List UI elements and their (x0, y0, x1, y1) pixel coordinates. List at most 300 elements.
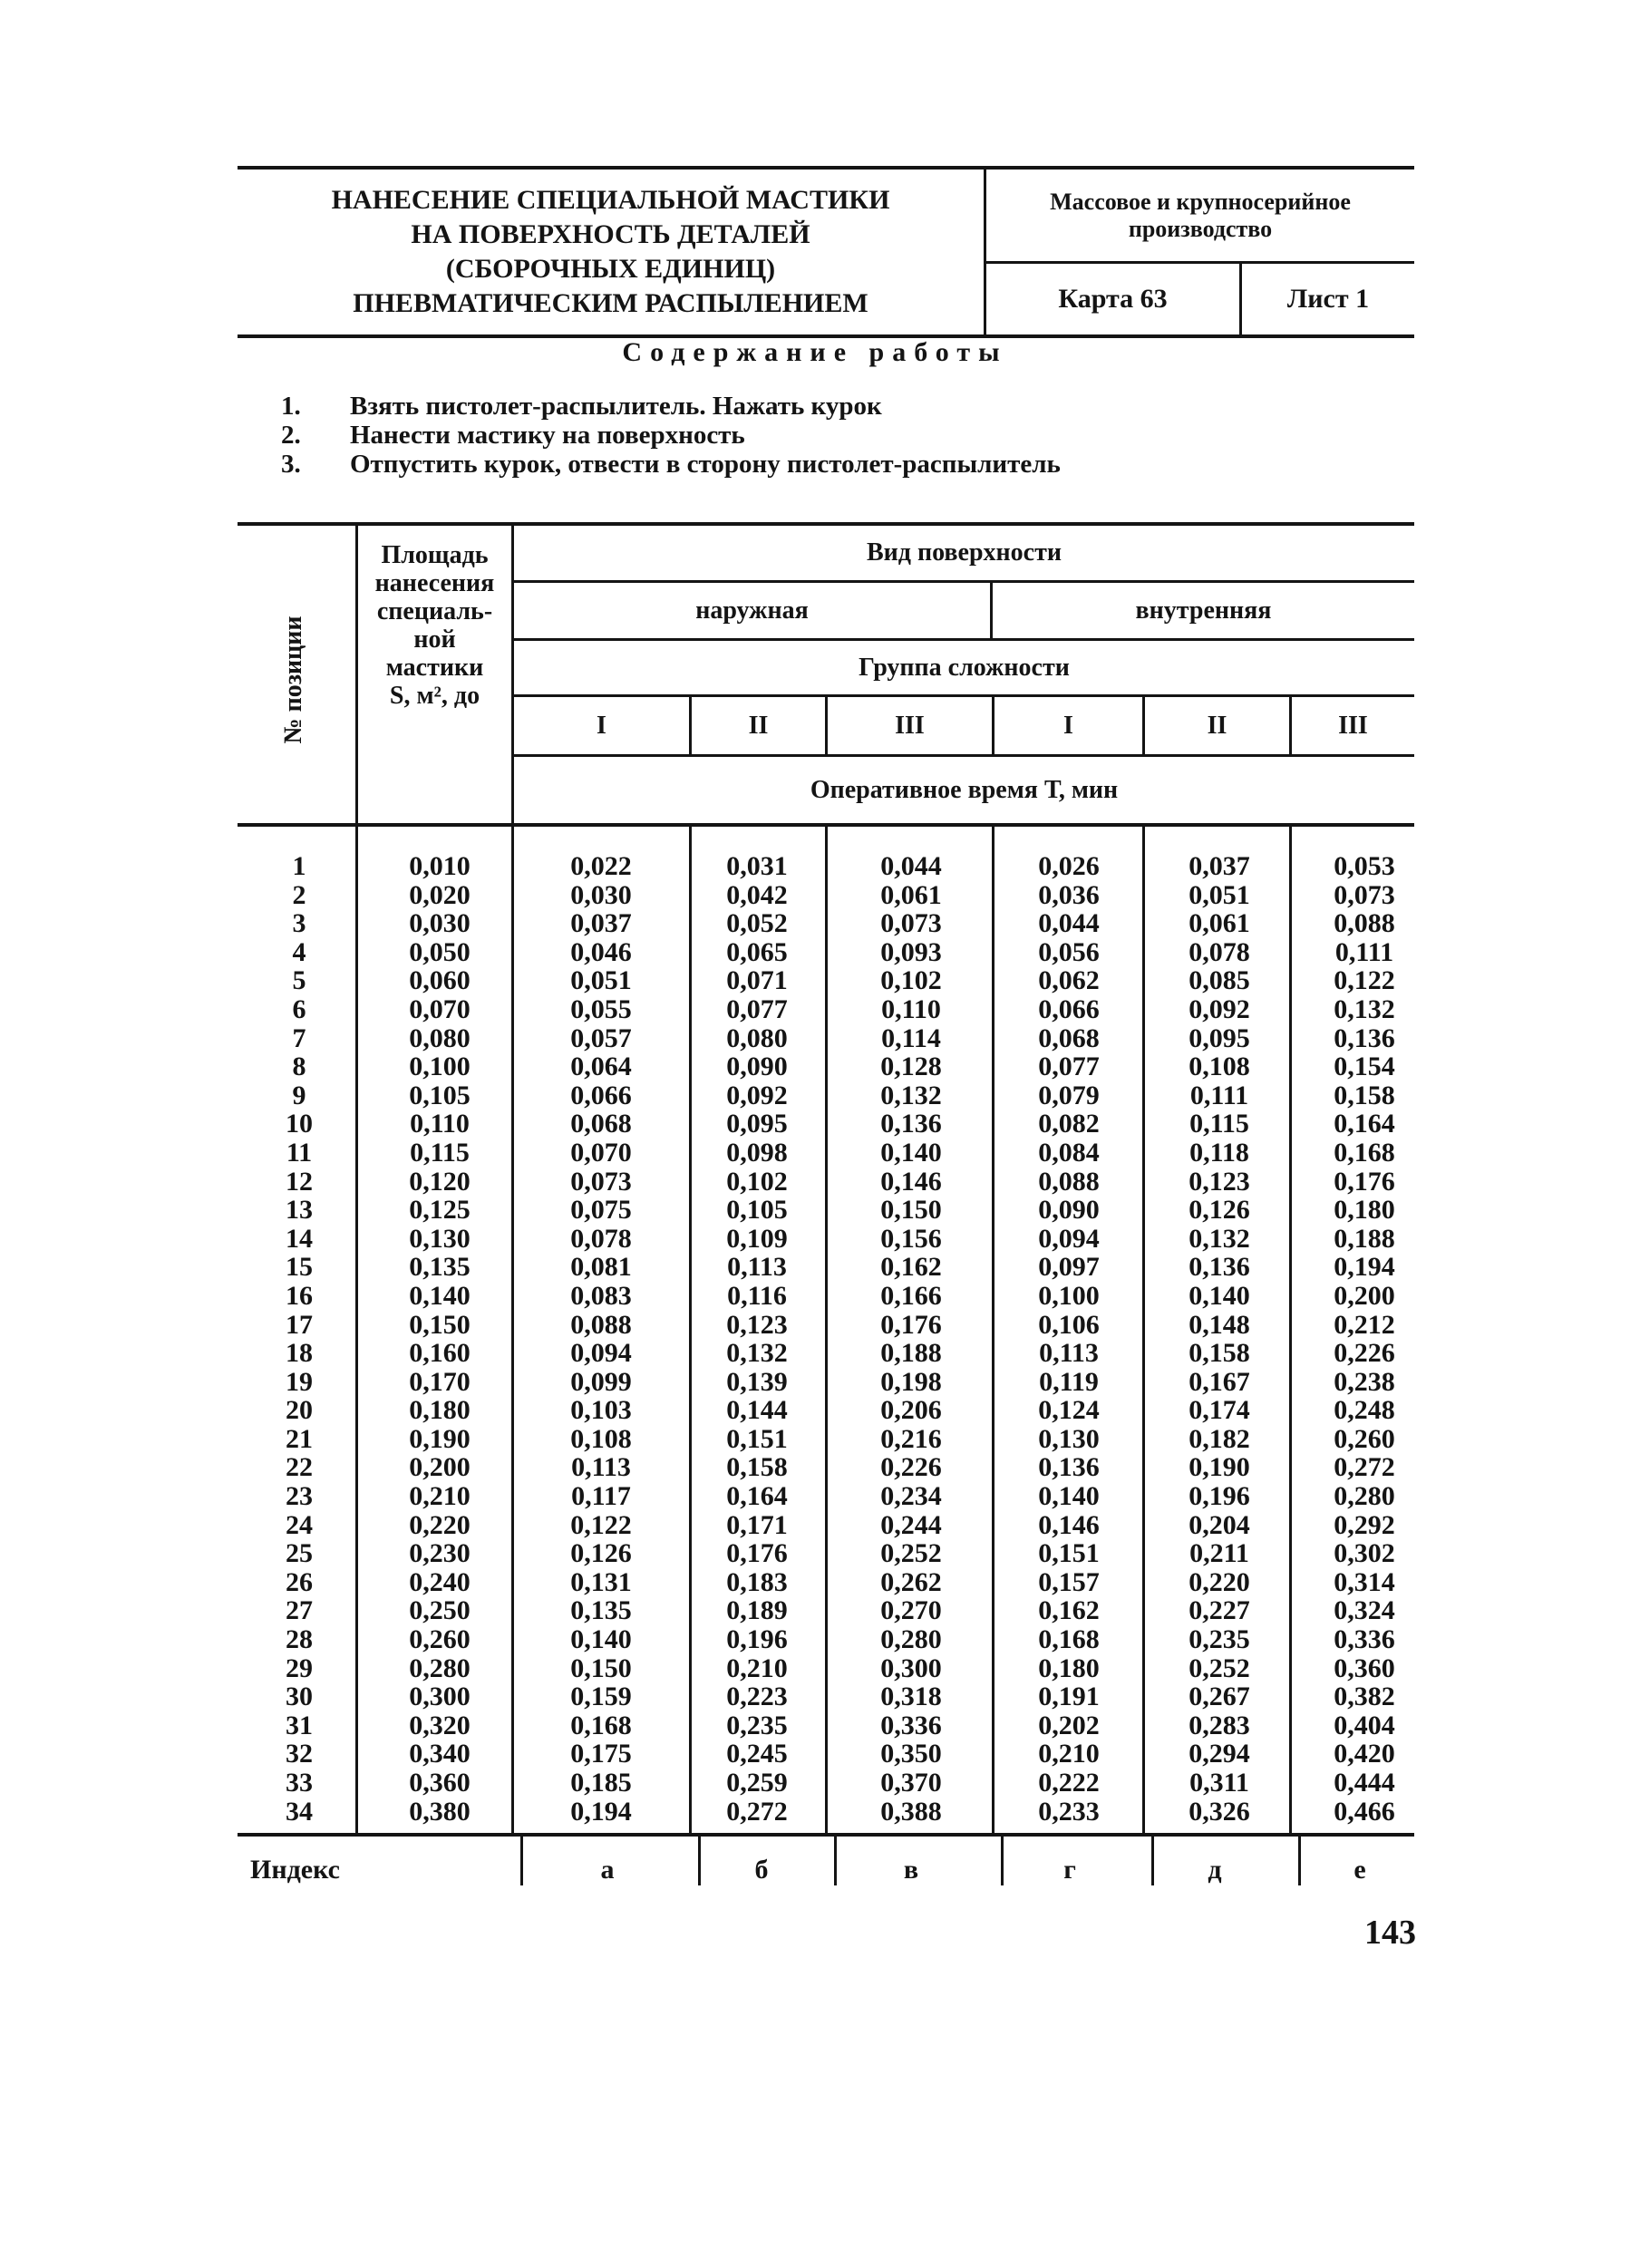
position-number: 8 (292, 1052, 306, 1082)
area-value: 0,180 (409, 1395, 471, 1426)
time-value: 0,234 (880, 1481, 942, 1512)
time-value: 0,167 (1189, 1366, 1250, 1397)
time-value: 0,057 (570, 1023, 632, 1053)
time-value: 0,123 (726, 1309, 788, 1340)
time-value: 0,102 (726, 1166, 788, 1197)
time-value: 0,189 (726, 1595, 788, 1626)
time-value: 0,042 (726, 879, 788, 910)
step-text: Взять пистолет-распылитель. Нажать курок (350, 392, 882, 421)
title-line: ПНЕВМАТИЧЕСКИМ РАСПЫЛЕНИЕМ (353, 288, 868, 318)
position-number: 15 (286, 1252, 313, 1283)
position-column-header (238, 535, 350, 825)
group-label: III (895, 711, 925, 740)
operative-time-header: Оперативное время Т, мин (810, 775, 1119, 804)
time-value: 0,044 (880, 851, 942, 881)
time-value: 0,280 (1334, 1481, 1395, 1512)
index-value: в (903, 1855, 919, 1885)
time-value: 0,185 (570, 1768, 632, 1798)
time-value: 0,071 (726, 965, 788, 996)
time-value: 0,111 (1334, 936, 1394, 967)
time-value: 0,159 (570, 1682, 632, 1712)
title-line: (СБОРОЧНЫХ ЕДИНИЦ) (445, 254, 776, 284)
area-value: 0,230 (409, 1538, 471, 1569)
document-title (332, 183, 890, 321)
time-value: 0,194 (570, 1796, 632, 1827)
time-value: 0,252 (880, 1538, 942, 1569)
position-number: 17 (286, 1309, 313, 1340)
time-value: 0,260 (1334, 1423, 1395, 1454)
time-value: 0,194 (1334, 1252, 1395, 1283)
time-value: 0,117 (571, 1481, 631, 1512)
area-header-line: S, м², до (389, 682, 480, 710)
time-value: 0,051 (1189, 879, 1250, 910)
area-value: 0,080 (409, 1023, 471, 1053)
time-value: 0,168 (1334, 1137, 1395, 1168)
time-value: 0,324 (1334, 1595, 1395, 1626)
time-value: 0,420 (1334, 1739, 1395, 1769)
time-value: 0,022 (570, 851, 632, 881)
time-value: 0,220 (1189, 1566, 1250, 1597)
area-header-line: Площадь (381, 541, 489, 569)
time-value: 0,088 (1334, 908, 1395, 939)
time-value: 0,052 (726, 908, 788, 939)
time-value: 0,139 (726, 1366, 788, 1397)
time-value: 0,146 (880, 1166, 942, 1197)
time-value: 0,111 (1189, 1080, 1249, 1110)
position-number: 10 (286, 1109, 313, 1139)
time-value: 0,073 (570, 1166, 632, 1197)
time-value: 0,233 (1038, 1796, 1100, 1827)
time-value: 0,190 (1189, 1452, 1250, 1483)
position-number: 32 (286, 1739, 313, 1769)
position-number: 28 (286, 1624, 313, 1655)
position-number: 21 (286, 1423, 313, 1454)
time-value: 0,168 (570, 1710, 632, 1740)
surface-type-header: Вид поверхности (867, 538, 1062, 567)
time-value: 0,216 (880, 1423, 942, 1454)
time-value: 0,302 (1334, 1538, 1395, 1569)
time-value: 0,124 (1038, 1395, 1100, 1426)
time-value: 0,176 (1334, 1166, 1395, 1197)
position-header-label: № позиции (279, 615, 307, 744)
area-value: 0,120 (409, 1166, 471, 1197)
time-value: 0,162 (1038, 1595, 1100, 1626)
time-value: 0,168 (1038, 1624, 1100, 1655)
step-text: Отпустить курок, отвести в сторону пистолет-распылитель (350, 450, 1061, 479)
area-value: 0,260 (409, 1624, 471, 1655)
position-number: 30 (286, 1682, 313, 1712)
time-value: 0,154 (1334, 1052, 1395, 1082)
step-number: 3. (281, 450, 301, 479)
time-value: 0,126 (570, 1538, 632, 1569)
time-value: 0,226 (880, 1452, 942, 1483)
time-value: 0,135 (570, 1595, 632, 1626)
area-value: 0,105 (409, 1080, 471, 1110)
time-value: 0,065 (726, 936, 788, 967)
area-value: 0,135 (409, 1252, 471, 1283)
time-value: 0,191 (1038, 1682, 1100, 1712)
time-value: 0,078 (1189, 936, 1250, 967)
area-value: 0,110 (410, 1109, 470, 1139)
group-label: I (1063, 711, 1073, 740)
time-value: 0,092 (726, 1080, 788, 1110)
area-value: 0,060 (409, 965, 471, 996)
time-value: 0,055 (570, 993, 632, 1024)
outer-surface-header: наружная (695, 596, 809, 625)
time-value: 0,132 (726, 1338, 788, 1369)
time-value: 0,073 (880, 908, 942, 939)
time-value: 0,188 (1334, 1223, 1395, 1254)
time-value: 0,083 (570, 1280, 632, 1311)
time-value: 0,140 (880, 1137, 942, 1168)
group-label: III (1338, 711, 1368, 740)
time-value: 0,164 (726, 1481, 788, 1512)
time-value: 0,182 (1189, 1423, 1250, 1454)
area-value: 0,050 (409, 936, 471, 967)
time-value: 0,082 (1038, 1109, 1100, 1139)
time-value: 0,066 (570, 1080, 632, 1110)
time-value: 0,080 (726, 1023, 788, 1053)
position-number: 29 (286, 1653, 313, 1683)
index-value: б (754, 1855, 769, 1885)
area-value: 0,160 (409, 1338, 471, 1369)
time-value: 0,136 (1038, 1452, 1100, 1483)
time-value: 0,106 (1038, 1309, 1100, 1340)
time-value: 0,136 (1334, 1023, 1395, 1053)
time-value: 0,115 (1189, 1109, 1249, 1139)
time-value: 0,131 (570, 1566, 632, 1597)
time-value: 0,176 (880, 1309, 942, 1340)
time-value: 0,053 (1334, 851, 1395, 881)
time-value: 0,174 (1189, 1395, 1250, 1426)
area-header-line: специаль- (376, 597, 493, 625)
table-rule (834, 1835, 837, 1885)
position-number: 34 (286, 1796, 313, 1827)
time-value: 0,099 (570, 1366, 632, 1397)
time-value: 0,227 (1189, 1595, 1250, 1626)
position-number: 13 (286, 1195, 313, 1226)
time-value: 0,252 (1189, 1653, 1250, 1683)
time-value: 0,196 (726, 1624, 788, 1655)
time-value: 0,122 (570, 1509, 632, 1540)
time-value: 0,183 (726, 1566, 788, 1597)
time-value: 0,110 (881, 993, 941, 1024)
time-value: 0,162 (880, 1252, 942, 1283)
index-row-label: Индекс (250, 1855, 340, 1885)
area-value: 0,220 (409, 1509, 471, 1540)
time-value: 0,336 (1334, 1624, 1395, 1655)
area-header-line: нанесения (374, 569, 495, 597)
area-value: 0,340 (409, 1739, 471, 1769)
time-value: 0,085 (1189, 965, 1250, 996)
position-number: 7 (292, 1023, 306, 1053)
time-value: 0,180 (1038, 1653, 1100, 1683)
card-number: Карта 63 (986, 264, 1242, 334)
production-line: Массовое и крупносерийное (1050, 188, 1351, 215)
time-value: 0,088 (570, 1309, 632, 1340)
area-value: 0,250 (409, 1595, 471, 1626)
time-column-outer-iii (843, 852, 979, 1826)
time-value: 0,066 (1038, 993, 1100, 1024)
position-number: 33 (286, 1768, 313, 1798)
time-value: 0,370 (880, 1768, 942, 1798)
time-value: 0,300 (880, 1653, 942, 1683)
index-value: е (1353, 1855, 1366, 1885)
time-value: 0,156 (880, 1223, 942, 1254)
position-number: 11 (286, 1137, 313, 1168)
time-value: 0,094 (1038, 1223, 1100, 1254)
inner-surface-header: внутренняя (1135, 596, 1272, 625)
time-value: 0,272 (726, 1796, 788, 1827)
time-value: 0,114 (881, 1023, 941, 1053)
time-value: 0,204 (1189, 1509, 1250, 1540)
time-value: 0,068 (570, 1109, 632, 1139)
time-value: 0,037 (1189, 851, 1250, 881)
time-value: 0,062 (1038, 965, 1100, 996)
time-value: 0,259 (726, 1768, 788, 1798)
time-column-outer-ii (698, 852, 816, 1826)
time-value: 0,292 (1334, 1509, 1395, 1540)
time-value: 0,026 (1038, 851, 1100, 881)
time-value: 0,077 (1038, 1052, 1100, 1082)
area-value: 0,210 (409, 1481, 471, 1512)
index-value: г (1063, 1855, 1076, 1885)
time-column-inner-ii (1151, 852, 1287, 1826)
position-number: 22 (286, 1452, 313, 1483)
area-value: 0,070 (409, 993, 471, 1024)
step-text: Нанести мастику на поверхность (350, 421, 745, 450)
position-number: 18 (286, 1338, 313, 1369)
time-value: 0,280 (880, 1624, 942, 1655)
time-value: 0,136 (1189, 1252, 1250, 1283)
time-value: 0,211 (1189, 1538, 1249, 1569)
table-rule (698, 1835, 701, 1885)
area-header-line: ной (413, 625, 456, 654)
time-value: 0,036 (1038, 879, 1100, 910)
time-value: 0,202 (1038, 1710, 1100, 1740)
time-value: 0,244 (880, 1509, 942, 1540)
position-number: 16 (286, 1280, 313, 1311)
time-value: 0,326 (1189, 1796, 1250, 1827)
time-value: 0,158 (1334, 1080, 1395, 1110)
index-value: а (600, 1855, 615, 1885)
time-value: 0,073 (1334, 879, 1395, 910)
area-value: 0,130 (409, 1223, 471, 1254)
position-number: 27 (286, 1595, 313, 1626)
time-value: 0,092 (1189, 993, 1250, 1024)
document-header (238, 166, 1414, 338)
title-line: НАНЕСЕНИЕ СПЕЦИАЛЬНОЙ МАСТИКИ (331, 185, 890, 215)
time-value: 0,223 (726, 1682, 788, 1712)
time-column-outer-i (533, 852, 669, 1826)
time-value: 0,198 (880, 1366, 942, 1397)
time-value: 0,068 (1038, 1023, 1100, 1053)
time-value: 0,171 (726, 1509, 788, 1540)
time-value: 0,314 (1334, 1566, 1395, 1597)
time-value: 0,404 (1334, 1710, 1395, 1740)
time-value: 0,267 (1189, 1682, 1250, 1712)
table-rule (1142, 825, 1145, 1835)
sheet-number: Лист 1 (1286, 284, 1370, 314)
time-value: 0,158 (1189, 1338, 1250, 1369)
time-value: 0,113 (1039, 1338, 1099, 1369)
complexity-group-header: Группа сложности (859, 653, 1070, 682)
time-value: 0,444 (1334, 1768, 1395, 1798)
position-number: 23 (286, 1481, 313, 1512)
time-value: 0,238 (1334, 1366, 1395, 1397)
time-value: 0,270 (880, 1595, 942, 1626)
area-value: 0,360 (409, 1768, 471, 1798)
time-value: 0,126 (1189, 1195, 1250, 1226)
time-value: 0,283 (1189, 1710, 1250, 1740)
time-value: 0,030 (570, 879, 632, 910)
time-value: 0,095 (726, 1109, 788, 1139)
time-value: 0,097 (1038, 1252, 1100, 1283)
time-value: 0,336 (880, 1710, 942, 1740)
time-value: 0,109 (726, 1223, 788, 1254)
time-value: 0,037 (570, 908, 632, 939)
area-value: 0,280 (409, 1653, 471, 1683)
area-value: 0,115 (410, 1137, 470, 1168)
time-value: 0,248 (1334, 1395, 1395, 1426)
time-value: 0,222 (1038, 1768, 1100, 1798)
time-value: 0,148 (1189, 1309, 1250, 1340)
table-rule (1151, 1835, 1154, 1885)
time-value: 0,180 (1334, 1195, 1395, 1226)
time-value: 0,046 (570, 936, 632, 967)
time-value: 0,061 (880, 879, 942, 910)
area-value: 0,150 (409, 1309, 471, 1340)
position-number: 2 (292, 879, 306, 910)
index-value: д (1208, 1855, 1222, 1885)
time-value: 0,061 (1189, 908, 1250, 939)
table-rule (355, 524, 358, 1835)
time-value: 0,031 (726, 851, 788, 881)
time-value: 0,311 (1189, 1768, 1249, 1798)
group-label: I (597, 711, 606, 740)
time-value: 0,210 (726, 1653, 788, 1683)
time-value: 0,350 (880, 1739, 942, 1769)
time-value: 0,113 (571, 1452, 631, 1483)
time-value: 0,070 (570, 1137, 632, 1168)
time-column-inner-iii (1305, 852, 1423, 1826)
time-value: 0,175 (570, 1739, 632, 1769)
time-value: 0,078 (570, 1223, 632, 1254)
area-value: 0,170 (409, 1366, 471, 1397)
time-value: 0,108 (1189, 1052, 1250, 1082)
header-title-cell (238, 170, 986, 334)
time-value: 0,064 (570, 1052, 632, 1082)
area-value: 0,300 (409, 1682, 471, 1712)
table-rule (689, 825, 692, 1835)
table-rule (992, 825, 994, 1835)
time-value: 0,132 (1334, 993, 1395, 1024)
area-value: 0,380 (409, 1796, 471, 1827)
time-value: 0,102 (880, 965, 942, 996)
time-value: 0,318 (880, 1682, 942, 1712)
time-value: 0,116 (727, 1280, 787, 1311)
time-value: 0,272 (1334, 1452, 1395, 1483)
time-value: 0,105 (726, 1195, 788, 1226)
time-value: 0,113 (727, 1252, 787, 1283)
position-number: 19 (286, 1366, 313, 1397)
position-number: 20 (286, 1395, 313, 1426)
time-value: 0,056 (1038, 936, 1100, 967)
page-number: 143 (1364, 1914, 1416, 1952)
time-value: 0,262 (880, 1566, 942, 1597)
time-value: 0,157 (1038, 1566, 1100, 1597)
time-column-inner-i (1001, 852, 1137, 1826)
time-value: 0,123 (1189, 1166, 1250, 1197)
title-line: НА ПОВЕРХНОСТЬ ДЕТАЛЕЙ (411, 219, 810, 249)
time-value: 0,051 (570, 965, 632, 996)
production-type (986, 170, 1414, 264)
position-number: 25 (286, 1538, 313, 1569)
time-value: 0,094 (570, 1338, 632, 1369)
time-value: 0,206 (880, 1395, 942, 1426)
time-value: 0,108 (570, 1423, 632, 1454)
area-value: 0,190 (409, 1423, 471, 1454)
time-value: 0,150 (570, 1653, 632, 1683)
time-value: 0,226 (1334, 1338, 1395, 1369)
position-number: 1 (292, 851, 306, 881)
time-value: 0,151 (1038, 1538, 1100, 1569)
position-number: 31 (286, 1710, 313, 1740)
time-value: 0,122 (1334, 965, 1395, 996)
time-value: 0,081 (570, 1252, 632, 1283)
work-steps (281, 392, 1061, 479)
time-value: 0,136 (880, 1109, 942, 1139)
time-value: 0,095 (1189, 1023, 1250, 1053)
position-number: 9 (292, 1080, 306, 1110)
time-value: 0,119 (1039, 1366, 1099, 1397)
time-value: 0,245 (726, 1739, 788, 1769)
time-value: 0,158 (726, 1452, 788, 1483)
position-number: 14 (286, 1223, 313, 1254)
work-step (281, 421, 1061, 450)
table-rule (1001, 1835, 1004, 1885)
time-value: 0,103 (570, 1395, 632, 1426)
area-value: 0,200 (409, 1452, 471, 1483)
time-value: 0,360 (1334, 1653, 1395, 1683)
time-value: 0,093 (880, 936, 942, 967)
time-value: 0,144 (726, 1395, 788, 1426)
time-value: 0,132 (1189, 1223, 1250, 1254)
time-value: 0,188 (880, 1338, 942, 1369)
area-value: 0,240 (409, 1566, 471, 1597)
area-column (372, 852, 508, 1826)
time-value: 0,100 (1038, 1280, 1100, 1311)
time-value: 0,079 (1038, 1080, 1100, 1110)
table-rule (825, 825, 828, 1835)
time-value: 0,235 (726, 1710, 788, 1740)
time-value: 0,088 (1038, 1166, 1100, 1197)
position-number: 3 (292, 908, 306, 939)
area-value: 0,100 (409, 1052, 471, 1082)
time-value: 0,090 (726, 1052, 788, 1082)
time-value: 0,164 (1334, 1109, 1395, 1139)
area-value: 0,010 (409, 851, 471, 881)
area-value: 0,030 (409, 908, 471, 939)
step-number: 1. (281, 392, 301, 421)
area-value: 0,125 (409, 1195, 471, 1226)
time-value: 0,130 (1038, 1423, 1100, 1454)
area-value: 0,320 (409, 1710, 471, 1740)
time-value: 0,196 (1189, 1481, 1250, 1512)
time-value: 0,466 (1334, 1796, 1395, 1827)
time-value: 0,118 (1189, 1137, 1249, 1168)
time-value: 0,090 (1038, 1195, 1100, 1226)
